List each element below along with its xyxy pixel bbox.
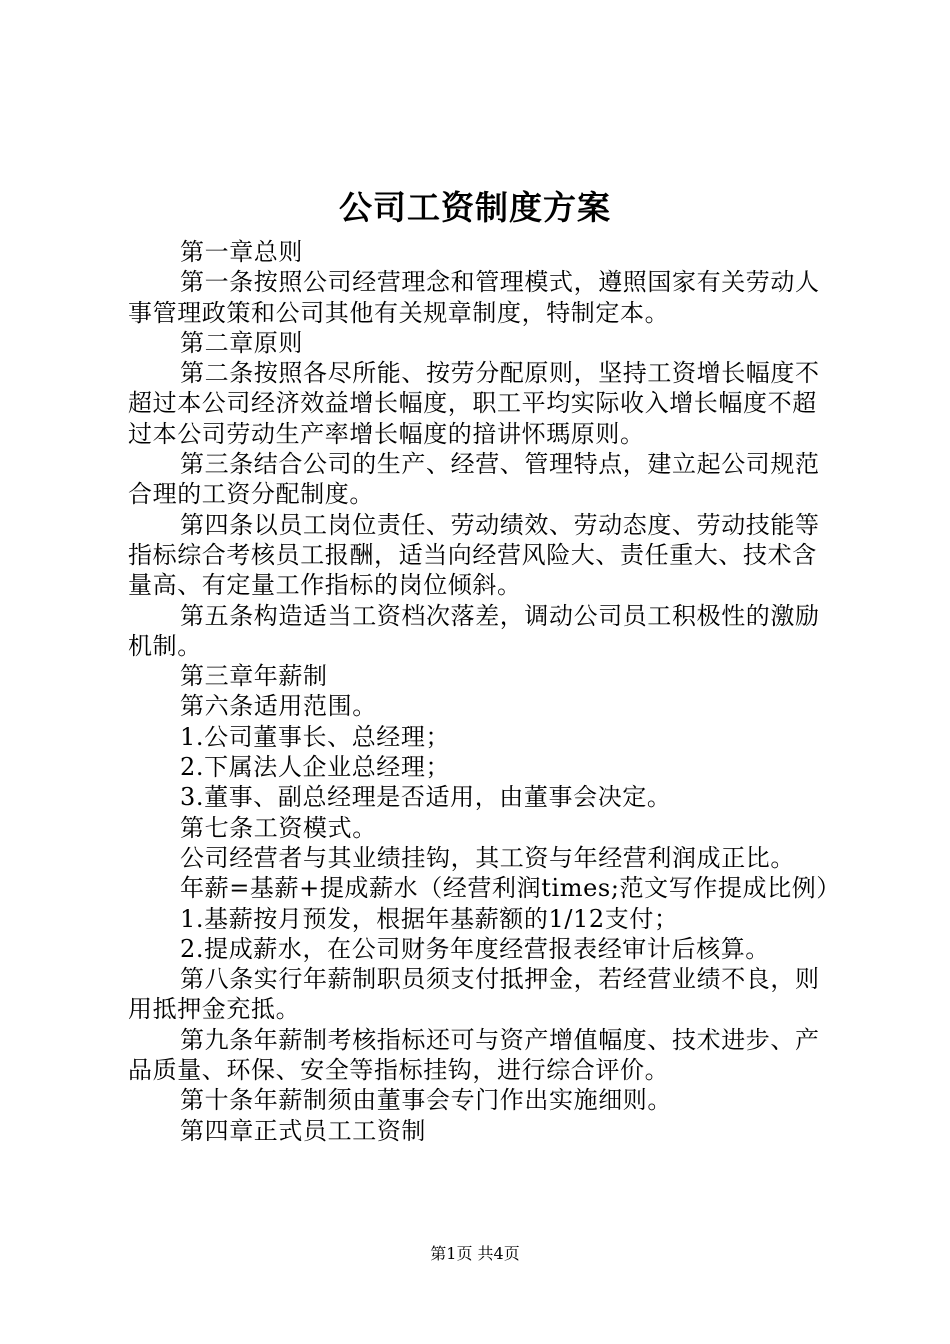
paragraph-chapter-4: 第四章正式员工工资制: [180, 1116, 426, 1145]
document-title: 公司工资制度方案: [339, 188, 611, 227]
paragraph-salary-formula: 年薪=基薪+提成薪水（经营利润times;范文写作提成比例）: [180, 874, 841, 903]
paragraph-article-7: 第七条工资模式。: [180, 813, 377, 842]
paragraph-base-salary: 1.基薪按月预发，根据年基薪额的1/12支付；: [180, 904, 679, 933]
paragraph-article-6: 第六条适用范围。: [180, 692, 377, 721]
document-body: [128, 237, 841, 1146]
page-footer: 第1页 共4页: [430, 1244, 520, 1263]
paragraph-chapter-3: 第三章年薪制: [180, 662, 328, 691]
paragraph-list-item-2: 2.下属法人企业总经理；: [180, 753, 451, 782]
paragraph-article-1: 第一条按照公司经营理念和管理模式，遵照国家有关劳动人事管理政策和公司其他有关规章制度，特制定本。: [128, 268, 820, 327]
paragraph-article-8: 第八条实行年薪制职员须支付抵押金，若经营业绩不良，则用抵押金充抵。: [128, 965, 820, 1024]
paragraph-article-9: 第九条年薪制考核指标还可与资产增值幅度、技术进步、产品质量、环保、安全等指标挂钩，进行综合评价。: [128, 1025, 820, 1085]
paragraph-article-2: 第二条按照各尽所能、按劳分配原则，坚持工资增长幅度不超过本公司经济效益增长幅度，职工平均实际收入增长幅度不超过本公司劳动生产率增长幅度的揞讲怀瑪原则。: [128, 359, 820, 448]
paragraph-article-5: 第五条构造适当工资档次落差，调动公司员工积极性的激励机制。: [128, 601, 820, 660]
paragraph-article-4: 第四条以员工岗位责任、劳动绩效、劳动态度、劳动技能等指标综合考核员工报酬，适当向经营风险大、责任重大、技术含量高、有定量工作指标的岗位倾斜。: [128, 510, 820, 600]
paragraph-chapter-1: 第一章总则: [180, 238, 303, 266]
paragraph-chapter-2: 第二章原则: [180, 328, 303, 357]
paragraph-list-item-3: 3.董事、副总经理是否适用，由董事会决定。: [180, 783, 672, 812]
paragraph-article-3: 第三条结合公司的生产、经营、管理特点，建立起公司规范合理的工资分配制度。: [128, 450, 820, 509]
paragraph-commission: 2.提成薪水，在公司财务年度经营报表经审计后核算。: [180, 934, 770, 963]
paragraph-list-item-1: 1.公司董事长、总经理；: [180, 722, 451, 751]
paragraph-salary-principle: 公司经营者与其业绩挂钩，其工资与年经营利润成正比。: [180, 843, 795, 872]
paragraph-article-10: 第十条年薪制须由董事会专门作出实施细则。: [180, 1086, 672, 1115]
